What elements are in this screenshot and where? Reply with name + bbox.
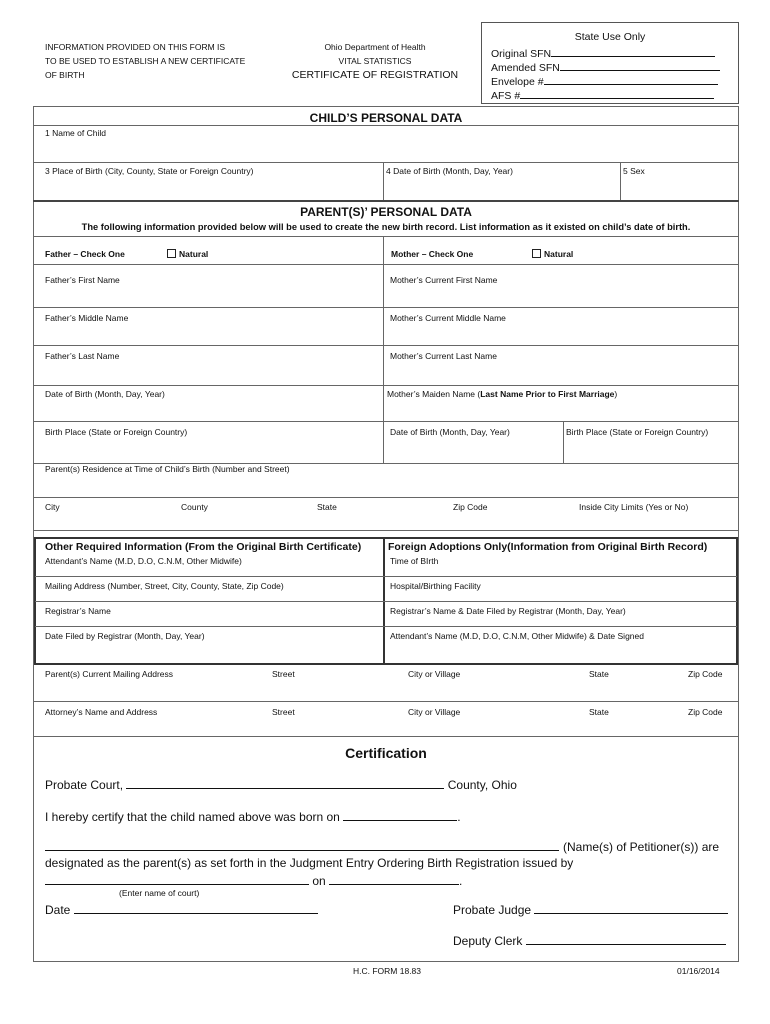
certify-period: . [457,810,461,824]
father-birthplace-field[interactable]: Birth Place (State or Foreign Country) [45,427,188,437]
info-line-2: TO BE USED TO ESTABLISH A NEW CERTIFICATE [45,56,246,66]
probate-court-line [45,777,517,792]
vital-statistics: VITAL STATISTICS [338,56,412,66]
form-frame [33,106,739,962]
court-period: . [459,874,463,888]
certificate-title: CERTIFICATE OF REGISTRATION [291,69,459,81]
judgment-date-input[interactable] [329,873,459,885]
mother-middle-name-field[interactable]: Mother’s Current Middle Name [390,313,506,323]
attorney-city-label: City or Village [408,707,461,717]
deputy-clerk-input[interactable] [526,933,726,945]
original-sfn-field[interactable] [491,45,715,60]
parent-city-label: City or Village [408,669,461,679]
probate-judge-input[interactable] [534,902,728,914]
deputy-clerk-line [453,933,726,948]
father-dob-field[interactable]: Date of Birth (Month, Day, Year) [45,389,165,399]
father-natural-label: Natural [179,249,209,259]
mother-check-label: Mother – Check One [391,249,474,259]
father-first-name-field[interactable]: Father’s First Name [45,275,120,285]
parent-street-label: Street [272,669,295,679]
original-sfn-label: Original SFN [491,48,552,60]
date-line [45,902,318,917]
date-label: Date [45,903,71,917]
state-use-title: State Use Only [574,31,646,43]
city-field[interactable]: City [45,502,60,512]
probate-court-label: Probate Court, [45,778,124,792]
deputy-clerk-label: Deputy Clerk [453,934,523,948]
time-of-birth-field[interactable]: Time of BIrth [390,556,439,566]
father-middle-name-field[interactable]: Father’s Middle Name [45,313,129,323]
mother-natural-label: Natural [544,249,574,259]
certify-line [45,809,461,824]
attorney-state-label: State [589,707,609,717]
probate-judge-label: Probate Judge [453,903,532,917]
parents-subtitle: The following information provided below will be used to create the new birth record. List information as it existed on child’s date of birth. [81,222,691,232]
born-on-input[interactable] [343,809,457,821]
attorney-field[interactable]: Attorney’s Name and Address [45,707,158,717]
date-filed-field[interactable]: Date Filed by Registrar (Month, Day, Year) [45,631,205,641]
amended-sfn-field[interactable] [491,59,720,74]
certification-title: Certification [345,745,427,761]
child-section-title: CHILD’S PERSONAL DATA [309,111,463,125]
probate-court-input[interactable] [126,777,444,789]
place-of-birth-field[interactable]: 3 Place of Birth (City, County, State or Foreign Country) [45,166,254,176]
petitioners-label: (Name(s) of Petitioner(s)) are [563,840,720,854]
info-line-1: INFORMATION PROVIDED ON THIS FORM IS [45,42,226,52]
mother-last-name-field[interactable]: Mother’s Current Last Name [390,351,497,361]
registrar-filed-field[interactable]: Registrar’s Name & Date Filed by Registrar (Month, Day, Year) [390,606,626,616]
checkbox-icon [167,249,176,258]
court-line [45,873,462,888]
father-natural-checkbox[interactable] [167,249,208,260]
other-info-title: Other Required Information (From the Original Birth Certificate) [45,541,362,553]
maiden-bold: Last Name Prior to First Marriage [480,389,615,399]
department-name: Ohio Department of Health [324,42,426,52]
child-name-field[interactable]: 1 Name of Child [45,128,106,138]
county-field[interactable]: County [181,502,208,512]
maiden-suffix: ) [614,389,618,399]
certify-label: I hereby certify that the child named above was born on [45,810,340,824]
mother-birthplace-field[interactable]: Birth Place (State or Foreign Country) [566,427,709,437]
mother-natural-checkbox[interactable] [532,249,573,260]
enter-court-hint: (Enter name of court) [119,888,200,898]
father-last-name-field[interactable]: Father’s Last Name [45,351,120,361]
county-ohio-label: County, Ohio [447,778,517,792]
form-date: 01/16/2014 [677,966,720,976]
foreign-adoptions-title: Foreign Adoptions Only(Information from Original Birth Record) [388,541,708,553]
registrar-name-field[interactable]: Registrar’s Name [45,606,111,616]
state-use-box [481,22,739,104]
envelope-field[interactable] [491,73,718,88]
form-number: H.C. FORM 18.83 [353,966,422,976]
afs-label: AFS # [491,90,521,102]
parent-zip-label: Zip Code [688,669,723,679]
maiden-prefix: Mother’s Maiden Name ( [387,389,481,399]
father-check-label: Father – Check One [45,249,125,259]
state-field[interactable]: State [317,502,337,512]
attendant-field[interactable]: Attendant’s Name (M.D, D.O, C.N.M, Other Midwife) [45,556,242,566]
child-dob-field[interactable]: 4 Date of Birth (Month, Day, Year) [386,166,513,176]
inside-city-field[interactable]: Inside City Limits (Yes or No) [579,502,689,512]
hospital-field[interactable]: Hospital/Birthing Facility [390,581,481,591]
afs-field[interactable] [491,87,714,102]
probate-judge-line [453,902,728,917]
attendant-signed-field[interactable]: Attendant’s Name (M.D, D.O, C.N.M, Other Midwife) & Date Signed [390,631,644,641]
checkbox-icon [532,249,541,258]
envelope-label: Envelope # [491,76,544,88]
attorney-street-label: Street [272,707,295,717]
mailing-address-field[interactable]: Mailing Address (Number, Street, City, County, State, Zip Code) [45,581,284,591]
attorney-zip-label: Zip Code [688,707,723,717]
parent-mailing-field[interactable]: Parent(s) Current Mailing Address [45,669,174,679]
mother-dob-field[interactable]: Date of Birth (Month, Day, Year) [390,427,510,437]
residence-field[interactable]: Parent(s) Residence at Time of Child’s Birth (Number and Street) [45,464,290,474]
court-name-input[interactable] [45,873,309,885]
date-input[interactable] [74,902,318,914]
on-label: on [312,874,326,888]
designated-text: designated as the parent(s) as set forth in the Judgment Entry Ordering Birth Registration issued by [45,856,574,870]
mother-first-name-field[interactable]: Mother’s Current First Name [390,275,498,285]
parents-section-title: PARENT(S)’ PERSONAL DATA [300,205,472,219]
petitioner-input[interactable] [45,839,559,851]
child-sex-field[interactable]: 5 Sex [623,166,645,176]
amended-sfn-label: Amended SFN [491,62,560,74]
parent-state-label: State [589,669,609,679]
mother-maiden-name-field[interactable] [387,389,617,400]
info-line-3: OF BIRTH [45,70,85,80]
zip-field[interactable]: Zip Code [453,502,488,512]
